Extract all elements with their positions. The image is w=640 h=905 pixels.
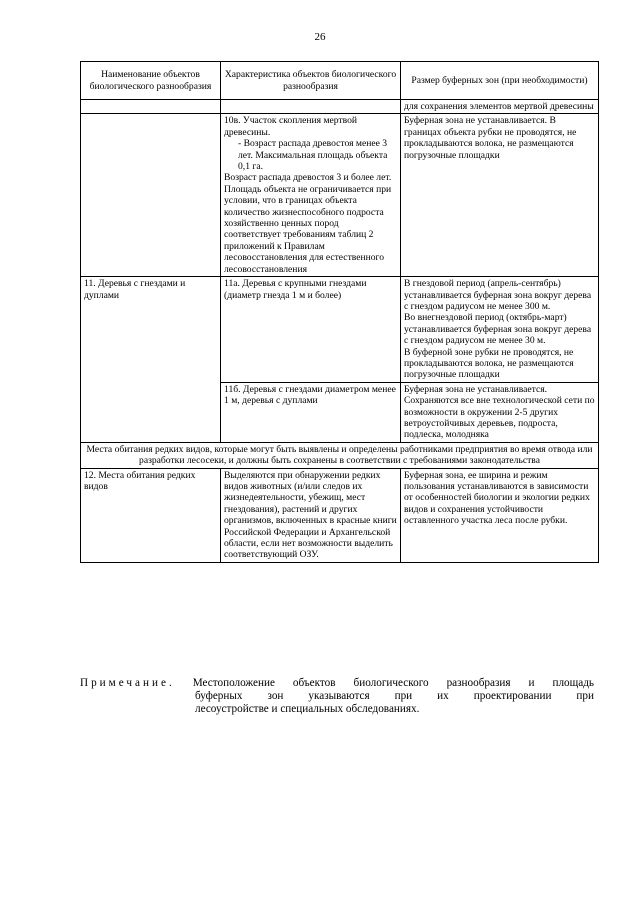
footnote-label: Примечание. <box>80 677 175 689</box>
cell-row-10v-buffer: Буферная зона не устанавливается. В границах объекта рубки не проводятся, не прокладываются волока, не размещаются погрузочные площадки <box>401 114 599 277</box>
header-object-characteristics: Характеристика объектов биологического разнообразия <box>221 62 401 100</box>
cell-empty <box>81 100 221 114</box>
row-10v-title: 10в. Участок скопления мертвой древесины. <box>224 115 358 138</box>
cell-row-11a-buffer <box>401 277 599 383</box>
footnote-first-line <box>80 677 594 690</box>
footnote-line-1: Местоположение объектов биологического разнообразия и площадь <box>192 677 595 689</box>
table-row <box>81 277 599 383</box>
row-11a-buffer-p3: В буферной зоне рубки не проводятся, не прокладываются волока, не размещаются погрузочные площадки <box>404 346 574 381</box>
cell-row-11-name: 11. Деревья с гнездами и дуплами <box>81 277 221 443</box>
biodiversity-table <box>80 61 599 563</box>
footnote-line-2: буферных зон указываются при их проектировании при <box>195 690 594 703</box>
row-11a-buffer-p1: В гнездовой период (апрель-сентябрь) устанавливается буферная зона вокруг дерева с гнездом радиусом не менее 300 м. <box>404 278 592 312</box>
cell-continuation-text: для сохранения элементов мертвой древесины <box>401 100 599 114</box>
cell-row-10v-characteristics <box>221 114 401 277</box>
section-heading-rare-species: Места обитания редких видов, которые могут быть выявлены и определены работниками предприятия во время отвода или разработки лесосеки, и должны быть сохранены в соответствии с требованиями законодательства <box>81 442 599 468</box>
cell-row-11a-characteristics: 11а. Деревья с крупными гнездами (диаметр гнезда 1 м и более) <box>221 277 401 383</box>
cell-empty <box>81 114 221 277</box>
table-header-row <box>81 62 599 100</box>
table-row <box>81 114 599 277</box>
page-number: 26 <box>314 31 326 43</box>
header-buffer-zone-size: Размер буферных зон (при необходимости) <box>401 62 599 100</box>
table-row <box>81 468 599 562</box>
footnote-continuation <box>80 690 594 716</box>
row-10v-rest: Возраст распада древостоя 3 и более лет. Площадь объекта не ограничивается при условии, что в границах объекта количество жизнеспособного подроста хозяйственно ценных пород соответствует требованиям таблиц 2 приложений к Правилам лесовосстановления для естественного лесовосстановления <box>224 172 392 275</box>
row-11a-buffer-p2: Во внегнездовой период (октябрь-март) устанавливается буферная зона вокруг дерева с гнездом радиусом не менее 30 м. <box>404 312 592 347</box>
cell-row-11b-characteristics: 11б. Деревья с гнездами диаметром менее 1 м, деревья с дуплами <box>221 382 401 442</box>
footnote <box>80 677 594 717</box>
cell-row-11b-buffer <box>401 382 599 442</box>
footnote-line-3: лесоустройстве и специальных обследованиях. <box>195 703 420 716</box>
table-section-row <box>81 442 599 468</box>
cell-row-12-name: 12. Места обитания редких видов <box>81 468 221 562</box>
row-10v-bullet: - Возраст распада древостоя менее 3 лет. Максимальная площадь объекта 0,1 га. <box>238 138 388 173</box>
header-object-name: Наименование объектов биологического разнообразия <box>81 62 221 100</box>
table-row <box>81 100 599 114</box>
row-11b-buffer-p1: Буферная зона не устанавливается. <box>404 383 548 395</box>
cell-row-12-characteristics: Выделяются при обнаружении редких видов животных (и/или следов их жизнедеятельности, убежищ, мест гнездования), растений и других организмов, включенных в красные книги Российской Федерации и Архангельской области, если нет возможности выделить соответствующий ОЗУ. <box>221 468 401 562</box>
row-11b-buffer-p2: Сохраняются все вне технологической сети по возможности в окружении 2-5 других ветроустойчивых деревьев, подроста, подлеска, молодняка <box>404 395 595 441</box>
cell-empty <box>221 100 401 114</box>
cell-row-12-buffer: Буферная зона, ее ширина и режим пользования устанавливаются в зависимости от особенностей биологии и экологии редких видов и сохранения устойчивости оставленного участка леса после рубки. <box>401 468 599 562</box>
